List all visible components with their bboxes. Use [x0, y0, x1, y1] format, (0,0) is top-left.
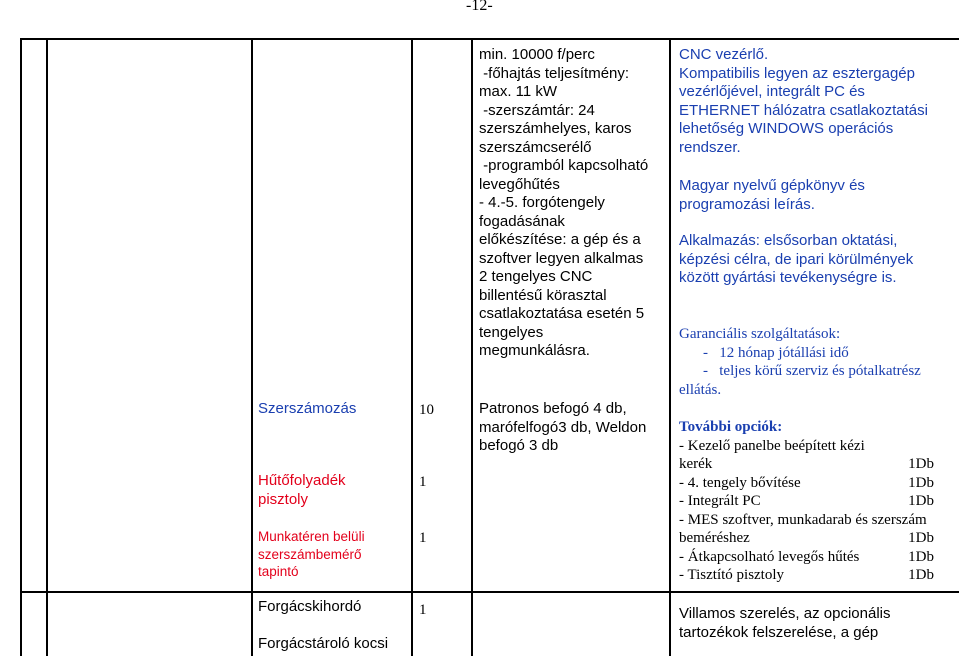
row-divider: [20, 591, 959, 593]
option-qty: 1Db: [908, 567, 934, 583]
spec-line: max. 11 kW: [479, 83, 558, 100]
item-name-line: Hűtőfolyadék: [258, 472, 346, 489]
spec-line: -szerszámtár: 24: [479, 101, 595, 119]
spec-line: tengelyes: [479, 323, 544, 341]
controller-line: vezérlőjével, integrált PC és: [679, 83, 865, 100]
tool-holders-line: befogó 3 db: [479, 437, 559, 454]
spec-line: megmunkálásra.: [479, 342, 590, 359]
option-qty: 1Db: [908, 456, 934, 472]
option-row: [679, 511, 934, 530]
option-row: [679, 492, 934, 511]
spec-line: - 4.-5. forgótengely: [479, 194, 605, 211]
spec-line: -főhajtás teljesítmény:: [479, 64, 630, 82]
option-row: [679, 455, 934, 474]
application-line: között gyártási tevékenységre is.: [679, 269, 897, 286]
page-number: -12-: [466, 0, 493, 14]
spec-line: csatlakoztatása esetén 5: [479, 305, 645, 322]
cnc-controller-text: [679, 46, 928, 157]
option-label: - Integrált PC: [679, 493, 761, 509]
guarantee-item-cont: ellátás.: [679, 381, 722, 398]
manual-line: Magyar nyelvű gépkönyv és: [679, 177, 865, 194]
item-name-line: pisztoly: [258, 490, 309, 508]
application-line: Alkalmazás: elsősorban oktatási,: [679, 232, 898, 249]
option-qty: 1Db: [908, 548, 934, 565]
item-qty-szerszamozas: 10: [419, 402, 434, 418]
option-label: - Kezelő panelbe beépített kézi: [679, 437, 865, 454]
spec-line: szerszámcserélő: [479, 138, 592, 156]
table-top-border: [20, 38, 959, 40]
spec-line: min. 10000 f/perc: [479, 46, 595, 63]
spec-line: szoftver legyen alkalmas: [479, 249, 644, 267]
option-row: [679, 548, 934, 567]
spec-line: előkészítése: a gép és a: [479, 231, 641, 248]
application-text: [679, 232, 913, 288]
manual-text: [679, 177, 865, 214]
controller-line: ETHERNET hálózatra csatlakoztatási: [679, 101, 928, 119]
spec-line: fogadásának: [479, 212, 565, 230]
controller-line: rendszer.: [679, 138, 741, 156]
option-row: [679, 437, 934, 456]
item-name-line: szerszámbemérő: [258, 546, 362, 562]
option-row: [679, 529, 934, 548]
manual-line: programozási leírás.: [679, 195, 815, 213]
option-label: - Átkapcsolható levegős hűtés: [679, 548, 860, 565]
col-border-3: [411, 38, 413, 656]
installation-line: Villamos szerelés, az opcionális: [679, 605, 891, 622]
installation-text: [679, 605, 891, 642]
controller-line: CNC vezérlő.: [679, 46, 769, 63]
tool-holders-text: [479, 400, 646, 456]
controller-line: lehetőség WINDOWS operációs: [679, 120, 894, 137]
item-name-szerszamozas: Szerszámozás: [258, 400, 357, 417]
spec-line: 2 tengelyes CNC: [479, 268, 593, 285]
option-qty: 1Db: [908, 493, 934, 509]
option-label: kerék: [679, 456, 713, 472]
tool-holders-line: marófelfogó3 db, Weldon: [479, 418, 647, 436]
option-row: [679, 566, 934, 585]
guarantee-block: [679, 325, 921, 399]
guarantee-item: - teljes körű szerviz és pótalkatrész: [703, 363, 921, 379]
item-name-forgacstarolo: Forgácstároló kocsi: [258, 635, 389, 652]
option-label: - Tisztító pisztoly: [679, 567, 785, 583]
options-block: [679, 418, 934, 585]
col-border-5: [669, 38, 671, 656]
controller-line: Kompatibilis legyen az esztergagép: [679, 64, 915, 82]
col-border-1: [46, 38, 48, 656]
tool-holders-line: Patronos befogó 4 db,: [479, 400, 627, 417]
options-title: További opciók:: [679, 419, 783, 435]
col-border-2: [251, 38, 253, 656]
item-name-line: Munkatéren belüli: [258, 529, 365, 544]
col-border-4: [471, 38, 473, 656]
col-border-0: [20, 38, 22, 656]
item-qty-hutofolyadek: 1: [419, 474, 427, 490]
option-label: - MES szoftver, munkadarab és szerszám: [679, 511, 927, 528]
spec-line: szerszámhelyes, karos: [479, 120, 632, 137]
option-qty: 1Db: [908, 474, 934, 491]
item-name-forgacskihordo: Forgácskihordó: [258, 598, 362, 615]
item-name-hutofolyadek: [258, 472, 346, 509]
item-name-munkateren: [258, 528, 365, 581]
spec-line: billentésű körasztal: [479, 286, 607, 304]
item-name-line: tapintó: [258, 564, 299, 579]
application-line: képzési célra, de ipari körülmények: [679, 250, 914, 268]
spec-description: [479, 46, 648, 361]
spec-line: -programból kapcsolható: [479, 157, 649, 174]
option-row: [679, 474, 934, 493]
spec-line: levegőhűtés: [479, 175, 560, 193]
guarantee-title: Garanciális szolgáltatások:: [679, 326, 841, 342]
guarantee-item: - 12 hónap jótállási idő: [703, 344, 849, 361]
option-qty: 1Db: [908, 530, 934, 546]
item-qty-forgacskihordo: 1: [419, 602, 427, 618]
option-label: - 4. tengely bővítése: [679, 474, 801, 491]
installation-line: tartozékok felszerelése, a gép: [679, 623, 879, 641]
item-qty-munkateren: 1: [419, 530, 427, 546]
option-label: beméréshez: [679, 530, 750, 546]
